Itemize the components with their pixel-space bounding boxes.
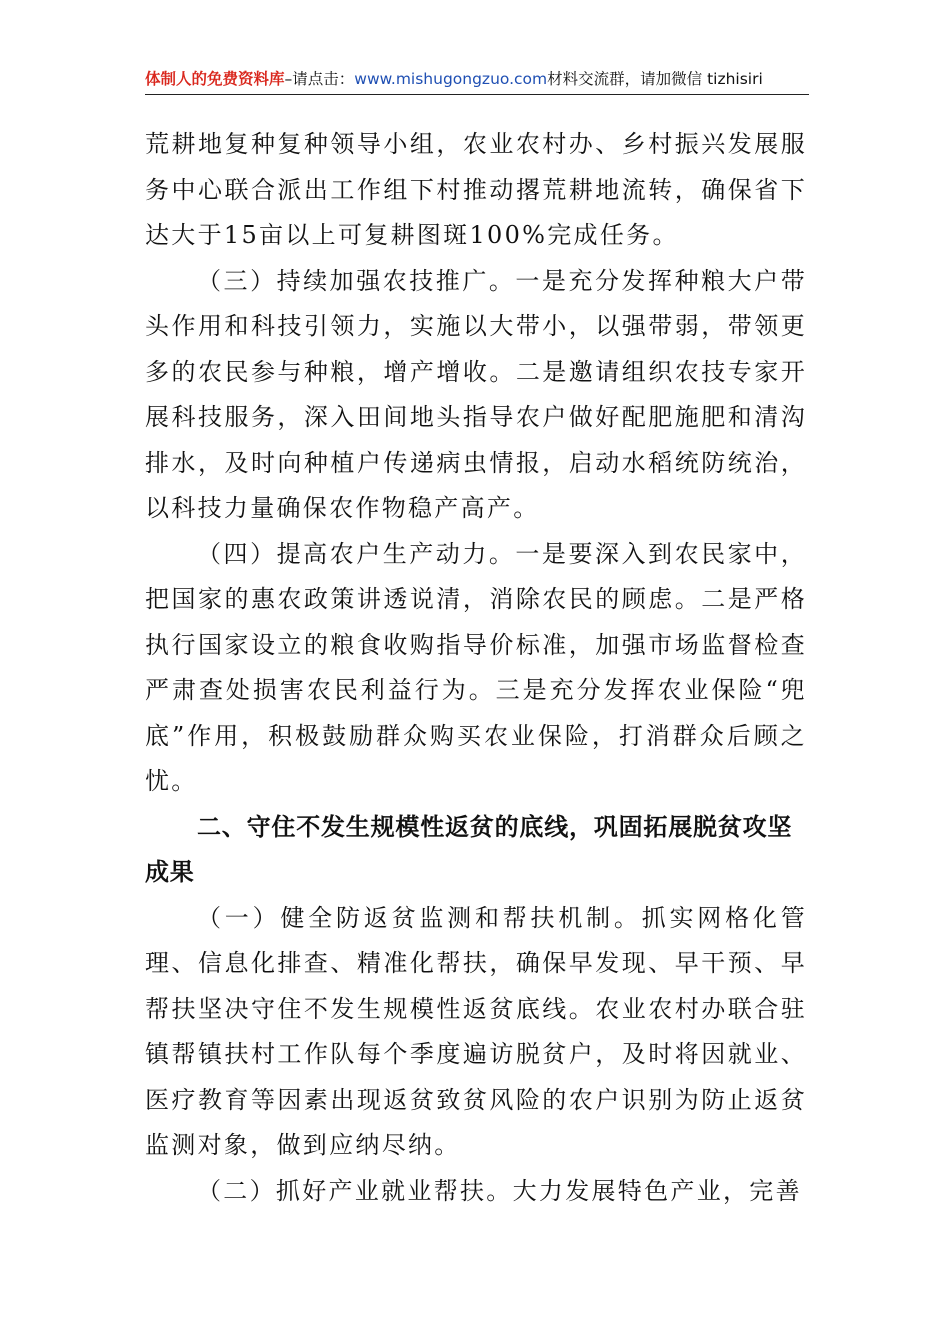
- paragraph-continued: 荒耕地复种复种领导小组，农业农村办、乡村振兴发展服务中心联合派出工作组下村推动撂荒耕地流转，确保省下达大于15亩以上可复耕图斑100%完成任务。: [145, 130, 807, 249]
- paragraph-subsection-2: （二）抓好产业就业帮扶。大力发展特色产业，完善: [197, 1176, 802, 1205]
- header-wechat-note: 材料交流群，请加微信 tizhisiri: [547, 70, 763, 88]
- section-heading-2: 二、守住不发生规模性返贫的底线，巩固拓展脱贫攻坚成果: [145, 812, 793, 886]
- paragraph-section-4: （四）提高农户生产动力。一是要深入到农民家中，把国家的惠农政策讲透说清，消除农民的顾虑。二是严格执行国家设立的粮食收购指导价标准，加强市场监督检查严肃查处损害农民利益行为。三是充分发挥农业保险“兜底”作用，积极鼓励群众购买农业保险，打消群众后顾之忧。: [145, 539, 807, 795]
- document-body: [145, 122, 807, 1214]
- header-prompt: –请点击：: [284, 70, 355, 88]
- paragraph-subsection-1: （一）健全防返贫监测和帮扶机制。抓实网格化管理、信息化排查、精准化帮扶，确保早发现、早干预、早帮扶坚决守住不发生规模性返贫底线。农业农村办联合驻镇帮镇扶村工作队每个季度遍访脱贫户，及时将因就业、医疗教育等因素出现返贫致贫风险的农户识别为防止返贫监测对象，做到应纳尽纳。: [145, 903, 807, 1159]
- header-brand: 体制人的免费资料库: [145, 70, 285, 88]
- paragraph-section-3: （三）持续加强农技推广。一是充分发挥种粮大户带头作用和科技引领力，实施以大带小，以强带弱，带领更多的农民参与种粮，增产增收。二是邀请组织农技专家开展科技服务，深入田间地头指导农户做好配肥施肥和清沟排水，及时向种植户传递病虫情报，启动水稻统防统治，以科技力量确保农作物稳产高产。: [145, 266, 807, 522]
- page-header: [145, 64, 809, 95]
- header-url-link[interactable]: www.mishugongzuo.com: [354, 70, 548, 88]
